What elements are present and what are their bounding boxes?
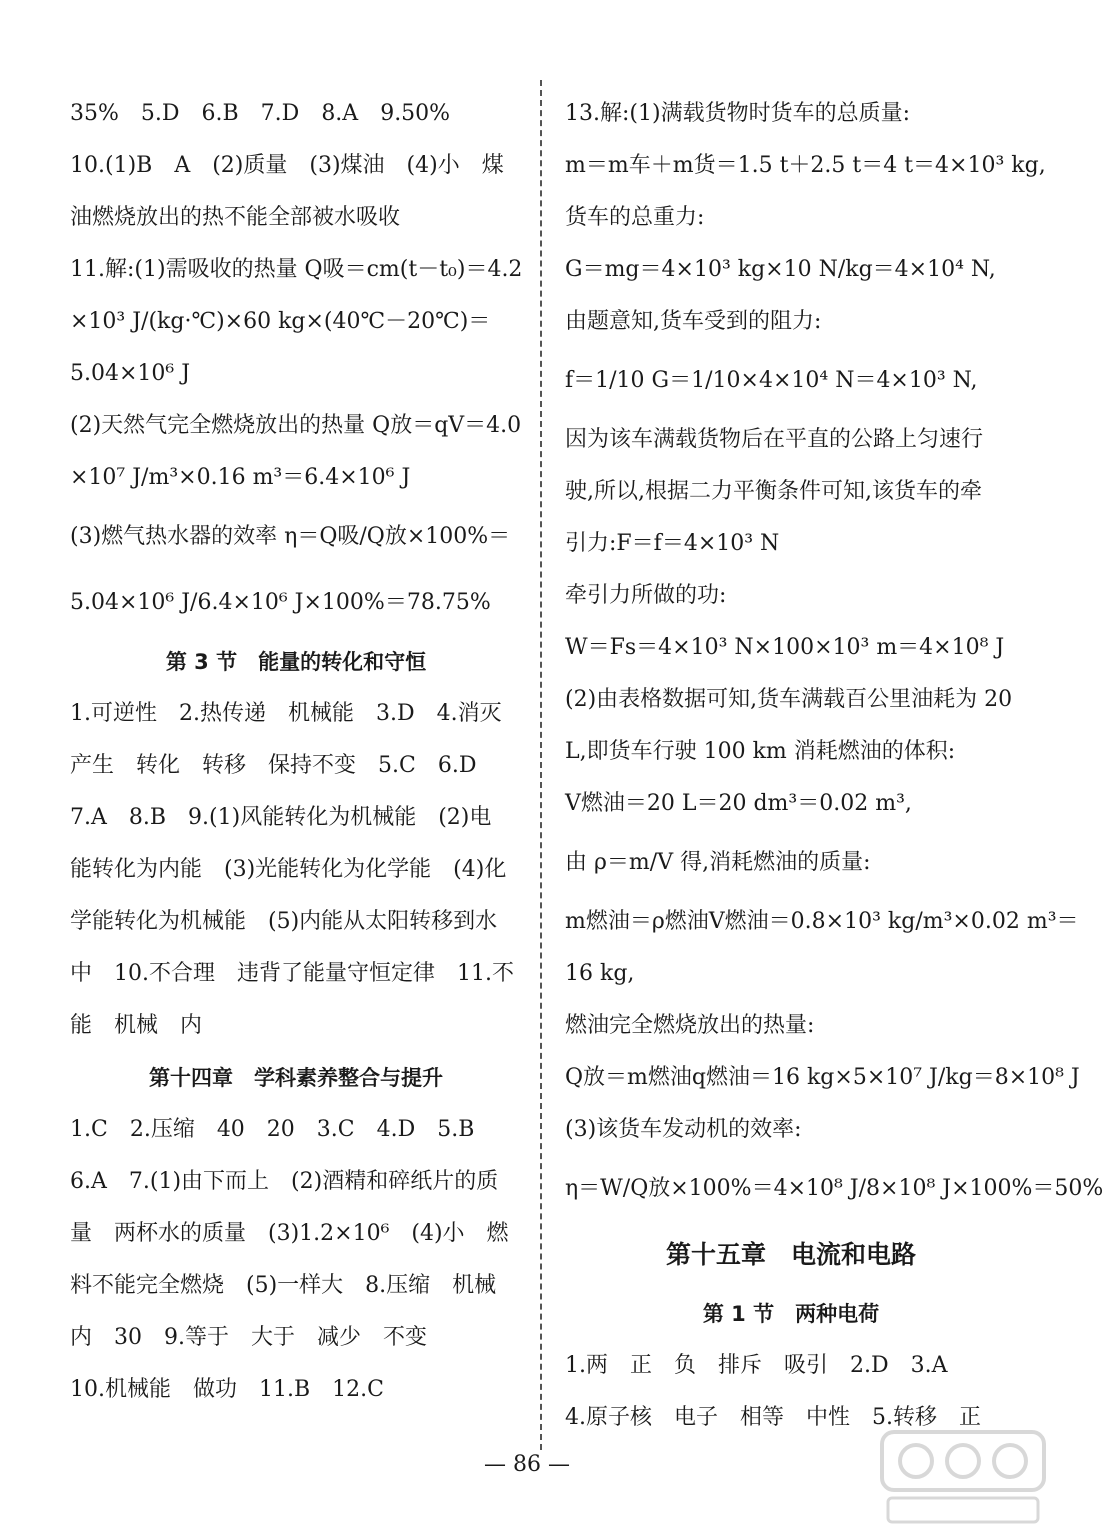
text-line: 内 30 9.等于 大于 减少 不变	[70, 1325, 427, 1350]
text-line: ×10³ J/(kg·℃)×60 kg×(40℃－20℃)＝	[70, 309, 491, 334]
section-heading: 第 1 节 两种电荷	[702, 1302, 880, 1326]
text-line: 因为该车满载货物后在平直的公路上匀速行	[565, 427, 984, 452]
text-line: 驶,所以,根据二力平衡条件可知,该货车的牵	[565, 479, 982, 504]
text-line: 4.原子核 电子 相等 中性 5.转移 正	[565, 1405, 981, 1430]
text-line: 1.可逆性 2.热传递 机械能 3.D 4.消灭	[70, 701, 502, 726]
section-heading: 第 3 节 能量的转化和守恒	[165, 650, 427, 674]
text-line: 13.解:(1)满载货物时货车的总质量:	[565, 101, 910, 126]
text-line: 引力:F＝f＝4×10³ N	[565, 531, 780, 556]
text-line: f＝1/10 G＝1/10×4×10⁴ N＝4×10³ N,	[565, 368, 978, 393]
text-line: 1.两 正 负 排斥 吸引 2.D 3.A	[565, 1353, 948, 1378]
text-line: 10.机械能 做功 11.B 12.C	[70, 1377, 384, 1402]
text-line: (2)天然气完全燃烧放出的热量 Q放＝qV＝4.0	[70, 413, 522, 438]
text-line: V燃油＝20 L＝20 dm³＝0.02 m³,	[565, 791, 912, 816]
text-line: (3)该货车发动机的效率:	[565, 1117, 802, 1142]
text-line: 由题意知,货车受到的阻力:	[565, 309, 822, 334]
text-line: 中 10.不合理 违背了能量守恒定律 11.不	[70, 961, 514, 986]
text-line: 由 ρ＝m/V 得,消耗燃油的质量:	[565, 850, 871, 875]
text-line: 油燃烧放出的热不能全部被水吸收	[70, 205, 401, 230]
text-line: 7.A 8.B 9.(1)风能转化为机械能 (2)电	[70, 805, 492, 830]
text-line: G＝mg＝4×10³ kg×10 N/kg＝4×10⁴ N,	[565, 257, 996, 282]
text-line: (2)由表格数据可知,货车满载百公里油耗为 20	[565, 687, 1013, 712]
page-number: — 86 —	[484, 1452, 570, 1477]
text-line: 10.(1)B A (2)质量 (3)煤油 (4)小 煤	[70, 153, 504, 178]
text-line: ×10⁷ J/m³×0.16 m³＝6.4×10⁶ J	[70, 465, 411, 490]
text-line: 燃油完全燃烧放出的热量:	[565, 1013, 815, 1038]
watermark-logo-icon	[878, 1428, 1048, 1528]
text-line: 量 两杯水的质量 (3)1.2×10⁶ (4)小 燃	[70, 1221, 509, 1246]
text-line: W＝Fs＝4×10³ N×100×10³ m＝4×10⁸ J	[565, 635, 1005, 660]
column-divider	[540, 80, 542, 1450]
text-line: (3)燃气热水器的效率 η＝Q吸/Q放×100%＝	[70, 524, 511, 549]
text-line: m燃油＝ρ燃油V燃油＝0.8×10³ kg/m³×0.02 m³＝	[565, 909, 1079, 934]
text-line: 5.04×10⁶ J	[70, 361, 191, 386]
text-line: Q放＝m燃油q燃油＝16 kg×5×10⁷ J/kg＝8×10⁸ J	[565, 1065, 1080, 1090]
text-line: 产生 转化 转移 保持不变 5.C 6.D	[70, 753, 477, 778]
text-line: 5.04×10⁶ J/6.4×10⁶ J×100%＝78.75%	[70, 590, 491, 615]
text-line: m＝m车＋m货＝1.5 t＋2.5 t＝4 t＝4×10³ kg,	[565, 153, 1046, 178]
text-line: 能转化为内能 (3)光能转化为化学能 (4)化	[70, 857, 507, 882]
left-column	[70, 88, 522, 1416]
text-line: η＝W/Q放×100%＝4×10⁸ J/8×10⁸ J×100%＝50%	[565, 1176, 1103, 1201]
text-line: 牵引力所做的功:	[565, 583, 727, 608]
text-line: 货车的总重力:	[565, 205, 705, 230]
text-line: 料不能完全燃烧 (5)一样大 8.压缩 机械	[70, 1273, 497, 1298]
chapter-heading: 第十五章 电流和电路	[665, 1240, 916, 1269]
text-line: 11.解:(1)需吸收的热量 Q吸＝cm(t－t₀)＝4.2	[70, 257, 523, 282]
text-line: 16 kg,	[565, 961, 635, 986]
text-line: 能 机械 内	[70, 1013, 203, 1038]
text-line: 学能转化为机械能 (5)内能从太阳转移到水	[70, 909, 498, 934]
text-line: L,即货车行驶 100 km 消耗燃油的体积:	[565, 739, 956, 764]
right-column	[565, 88, 1103, 1444]
text-line: 1.C 2.压缩 40 20 3.C 4.D 5.B	[70, 1117, 475, 1142]
chapter-summary-heading: 第十四章 学科素养整合与提升	[149, 1066, 443, 1090]
text-line: 6.A 7.(1)由下而上 (2)酒精和碎纸片的质	[70, 1169, 499, 1194]
text-line: 35% 5.D 6.B 7.D 8.A 9.50%	[70, 101, 451, 126]
